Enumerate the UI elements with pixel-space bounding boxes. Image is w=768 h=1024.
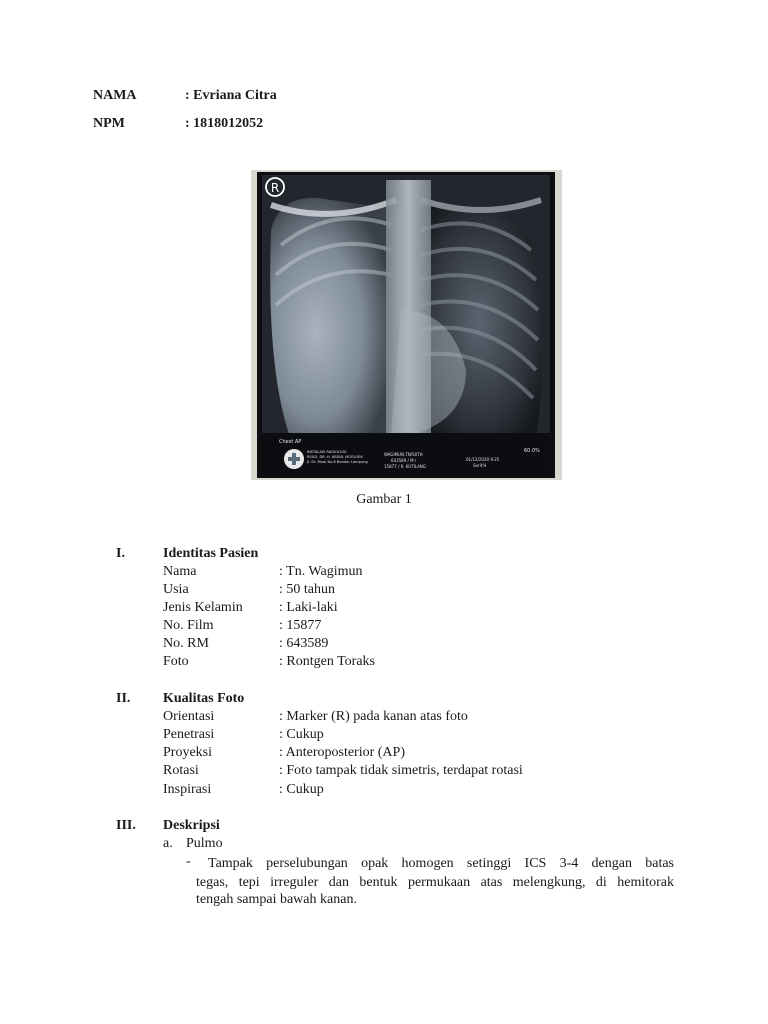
- xray-film: [251, 170, 562, 480]
- section-3-number: III.: [116, 818, 136, 833]
- patient-line-2: 643589 / M /: [391, 458, 417, 463]
- field-value: : Anteroposterior (AP): [279, 745, 405, 760]
- field-label: Rotasi: [163, 763, 199, 778]
- description-line-1: Tampak perselubungan opak homogen setinggi ICS 3-4 dengan batas: [208, 856, 674, 871]
- description-line-3: tengah sampai bawah kanan.: [196, 892, 357, 907]
- field-value: : Marker (R) pada kanan atas foto: [279, 709, 468, 724]
- field-value: : Tn. Wagimun: [279, 564, 363, 579]
- view-label: Chest AP: [279, 439, 302, 445]
- bullet-dash: -: [186, 854, 191, 869]
- subsection-letter: a.: [163, 836, 173, 851]
- subsection-title: Pulmo: [186, 836, 223, 851]
- figure-caption: Gambar 1: [356, 492, 412, 507]
- patient-line-1: WAGIMUN,TN/50TH: [384, 452, 423, 457]
- field-label: Nama: [163, 564, 197, 579]
- institution-line-3: Jl. Dr. Rivai No.6 Bandar Lampung: [307, 460, 368, 464]
- section-2-title: Kualitas Foto: [163, 691, 245, 706]
- npm-label: NPM: [93, 116, 125, 131]
- field-label: Jenis Kelamin: [163, 600, 243, 615]
- field-value: : Foto tampak tidak simetris, terdapat rotasi: [279, 763, 523, 778]
- date-line-1: 01/12/2020 9:25: [466, 457, 500, 462]
- zoom-readout: 60.0%: [524, 448, 540, 454]
- field-value: : Cukup: [279, 727, 324, 742]
- field-label: Orientasi: [163, 709, 215, 724]
- institution-line-1: INSTALASI RADIOLOGI: [307, 450, 347, 454]
- field-label: Usia: [163, 582, 189, 597]
- field-label: Foto: [163, 654, 189, 669]
- section-2-number: II.: [116, 691, 131, 706]
- section-1-title: Identitas Pasien: [163, 546, 259, 561]
- field-value: : Rontgen Toraks: [279, 654, 375, 669]
- field-label: No. Film: [163, 618, 214, 633]
- r-marker: R: [270, 181, 280, 195]
- field-label: Inspirasi: [163, 782, 212, 797]
- institution-line-2: RSUD. DR. H. ABDUL MOELOEK: [307, 455, 363, 459]
- section-1-number: I.: [116, 546, 125, 561]
- patient-line-3: 15877 / R. KUTILANG: [384, 464, 427, 469]
- field-label: Proyeksi: [163, 745, 212, 760]
- chest-xray-image: [251, 170, 562, 480]
- nama-value: : Evriana Citra: [185, 88, 277, 103]
- field-value: : 50 tahun: [279, 582, 335, 597]
- description-line-2: tegas, tepi irreguler dan bentuk permukaan atas melengkung, di hemitorak: [196, 875, 674, 890]
- field-value: : 15877: [279, 618, 322, 633]
- field-value: : Cukup: [279, 782, 324, 797]
- nama-label: NAMA: [93, 88, 137, 103]
- npm-value: : 1818012052: [185, 116, 264, 131]
- field-value: : Laki-laki: [279, 600, 338, 615]
- date-line-2: Serif:H: [473, 463, 487, 468]
- field-value: : 643589: [279, 636, 329, 651]
- field-label: Penetrasi: [163, 727, 215, 742]
- field-label: No. RM: [163, 636, 209, 651]
- section-3-title: Deskripsi: [163, 818, 220, 833]
